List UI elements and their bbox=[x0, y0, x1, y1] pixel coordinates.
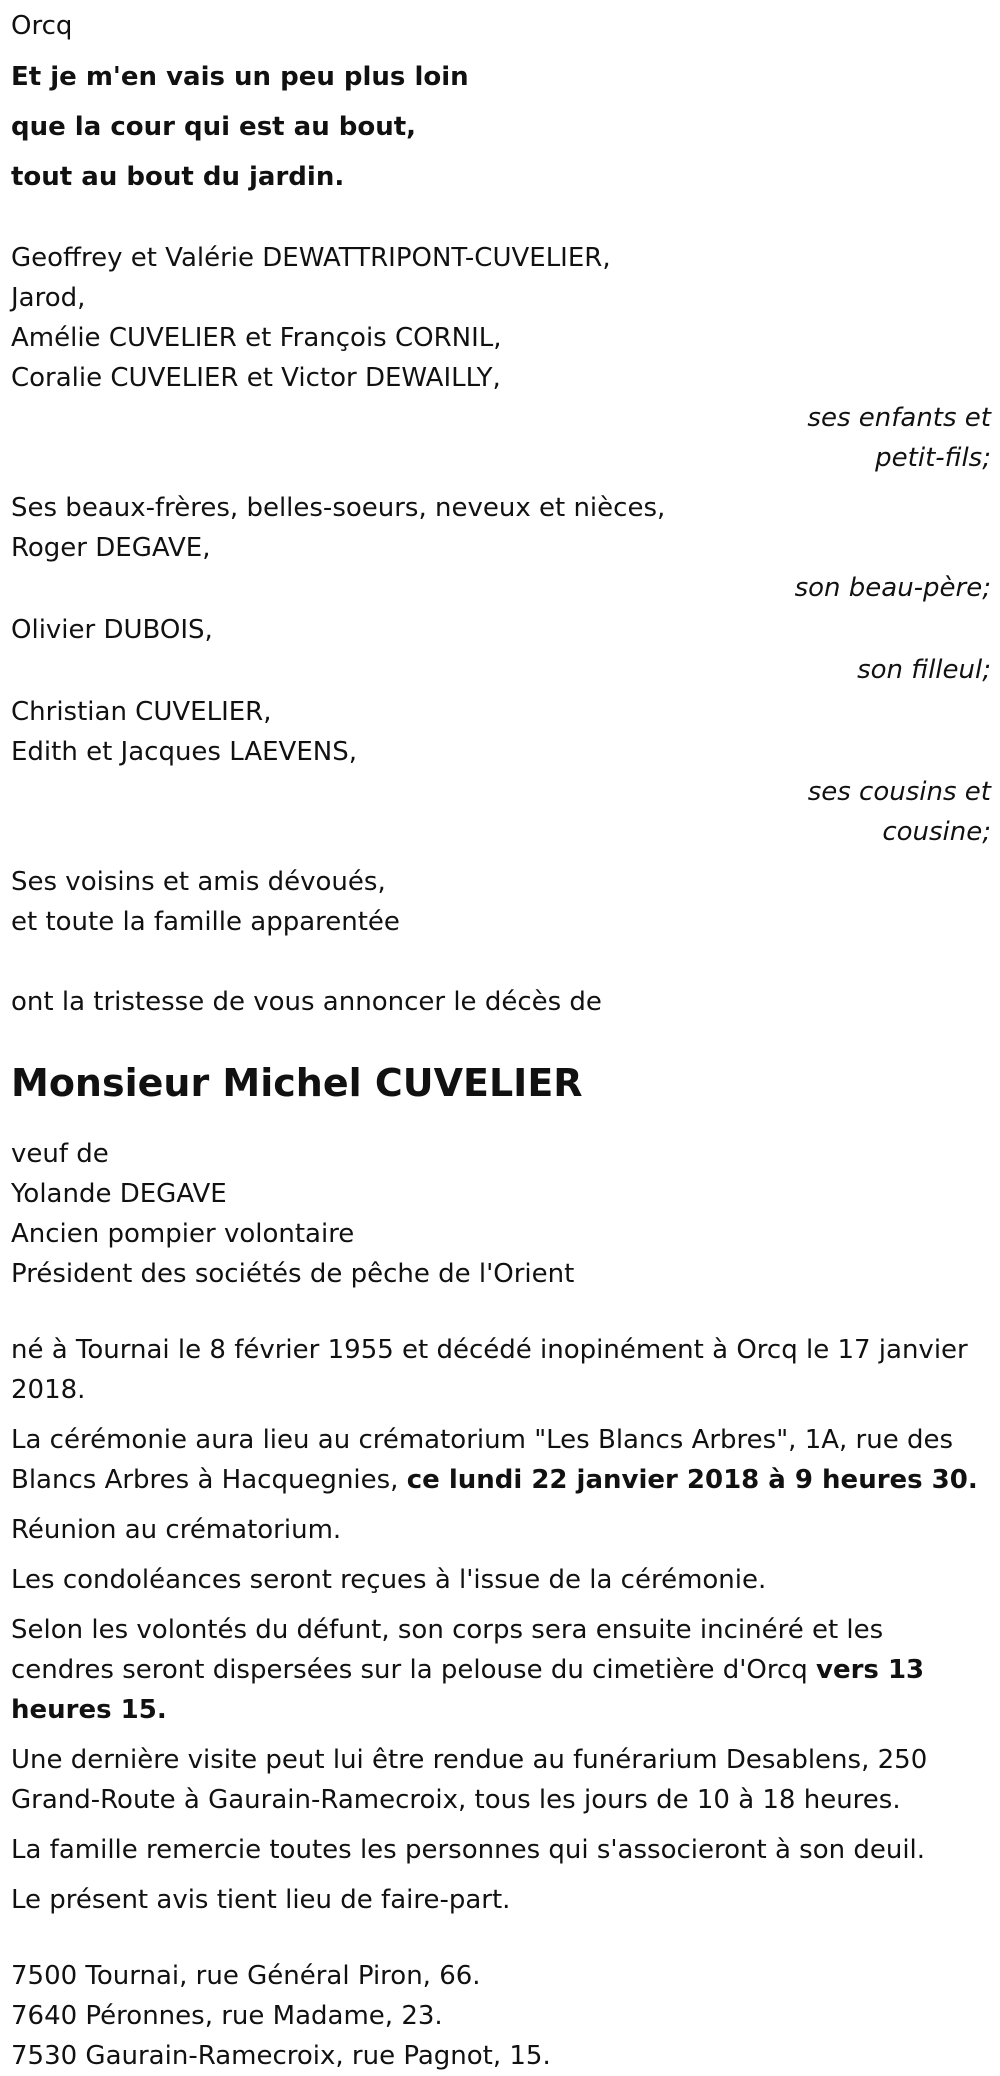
address-line: 7640 Péronnes, rue Madame, 23. bbox=[11, 2001, 443, 2031]
family-line: et toute la famille apparentée bbox=[11, 907, 400, 937]
poem bbox=[11, 52, 991, 202]
reunion-paragraph: Réunion au crématorium. bbox=[11, 1515, 342, 1545]
ceremony-text: La cérémonie aura lieu au crématorium "Les Blancs Arbres", 1A, rue des Blancs Arbres à Hacquegnies, bbox=[11, 1425, 954, 1495]
family-godson bbox=[11, 610, 991, 690]
thanks-paragraph: La famille remercie toutes les personnes qui s'associeront à son deuil. bbox=[11, 1835, 926, 1865]
relation-role: son filleul; bbox=[857, 655, 991, 685]
address-line: 7500 Tournai, rue Général Piron, 66. bbox=[11, 1961, 481, 1991]
family-children bbox=[11, 238, 991, 478]
detail-line: veuf de bbox=[11, 1139, 109, 1169]
family-cousins bbox=[11, 692, 991, 852]
relation-role: cousine; bbox=[882, 817, 991, 847]
cremation-time: vers 13 heures 15. bbox=[11, 1655, 925, 1725]
ceremony-paragraph bbox=[11, 1420, 986, 1500]
cremation-text: Selon les volontés du défunt, son corps sera ensuite incinéré et les cendres seront dispersées sur la pelouse du cimetière d'Orcq bbox=[11, 1615, 884, 1685]
place-name: Orcq bbox=[11, 11, 73, 41]
family-line: Olivier DUBOIS, bbox=[11, 615, 213, 645]
visit-paragraph: Une dernière visite peut lui être rendue au funérarium Desablens, 250 Grand-Route à Gaurain-Ramecroix, tous les jours de 10 à 18 heures. bbox=[11, 1745, 928, 1815]
family-line: Ses voisins et amis dévoués, bbox=[11, 867, 386, 897]
family-in-laws bbox=[11, 488, 991, 608]
deceased-name: Monsieur Michel CUVELIER bbox=[11, 1061, 583, 1105]
family-line: Amélie CUVELIER et François CORNIL, bbox=[11, 323, 502, 353]
family-line: Edith et Jacques LAEVENS, bbox=[11, 737, 357, 767]
relation-role: ses cousins et bbox=[807, 777, 991, 807]
obituary-content bbox=[11, 6, 991, 2076]
ceremony-date: ce lundi 22 janvier 2018 à 9 heures 30. bbox=[406, 1465, 978, 1495]
relation-role: son beau-père; bbox=[794, 573, 991, 603]
detail-line: Président des sociétés de pêche de l'Orient bbox=[11, 1259, 575, 1289]
cremation-paragraph bbox=[11, 1610, 986, 1730]
condolences-paragraph: Les condoléances seront reçues à l'issue de la cérémonie. bbox=[11, 1565, 767, 1595]
family-line: Ses beaux-frères, belles-soeurs, neveux et nièces, bbox=[11, 493, 666, 523]
address-line: 7530 Gaurain-Ramecroix, rue Pagnot, 15. bbox=[11, 2041, 551, 2071]
poem-line: tout au bout du jardin. bbox=[11, 162, 345, 192]
obituary-body bbox=[11, 1330, 986, 1920]
poem-line: que la cour qui est au bout, bbox=[11, 112, 417, 142]
relation-role: petit-fils; bbox=[875, 443, 991, 473]
poem-line: Et je m'en vais un peu plus loin bbox=[11, 62, 469, 92]
notice-paragraph: Le présent avis tient lieu de faire-part. bbox=[11, 1885, 511, 1915]
family-line: Coralie CUVELIER et Victor DEWAILLY, bbox=[11, 363, 501, 393]
detail-line: Yolande DEGAVE bbox=[11, 1179, 227, 1209]
family-line: Geoffrey et Valérie DEWATTRIPONT-CUVELIER, bbox=[11, 243, 611, 273]
family-line: Roger DEGAVE, bbox=[11, 533, 211, 563]
deceased-details bbox=[11, 1134, 991, 1294]
relation-role: ses enfants et bbox=[807, 403, 991, 433]
family-others bbox=[11, 862, 991, 942]
family-line: Christian CUVELIER, bbox=[11, 697, 272, 727]
detail-line: Ancien pompier volontaire bbox=[11, 1219, 355, 1249]
birth-death-paragraph: né à Tournai le 8 février 1955 et décédé inopinément à Orcq le 17 janvier 2018. bbox=[11, 1335, 968, 1405]
addresses bbox=[11, 1956, 991, 2076]
family-line: Jarod, bbox=[11, 283, 86, 313]
announcement: ont la tristesse de vous annoncer le décès de bbox=[11, 987, 602, 1017]
